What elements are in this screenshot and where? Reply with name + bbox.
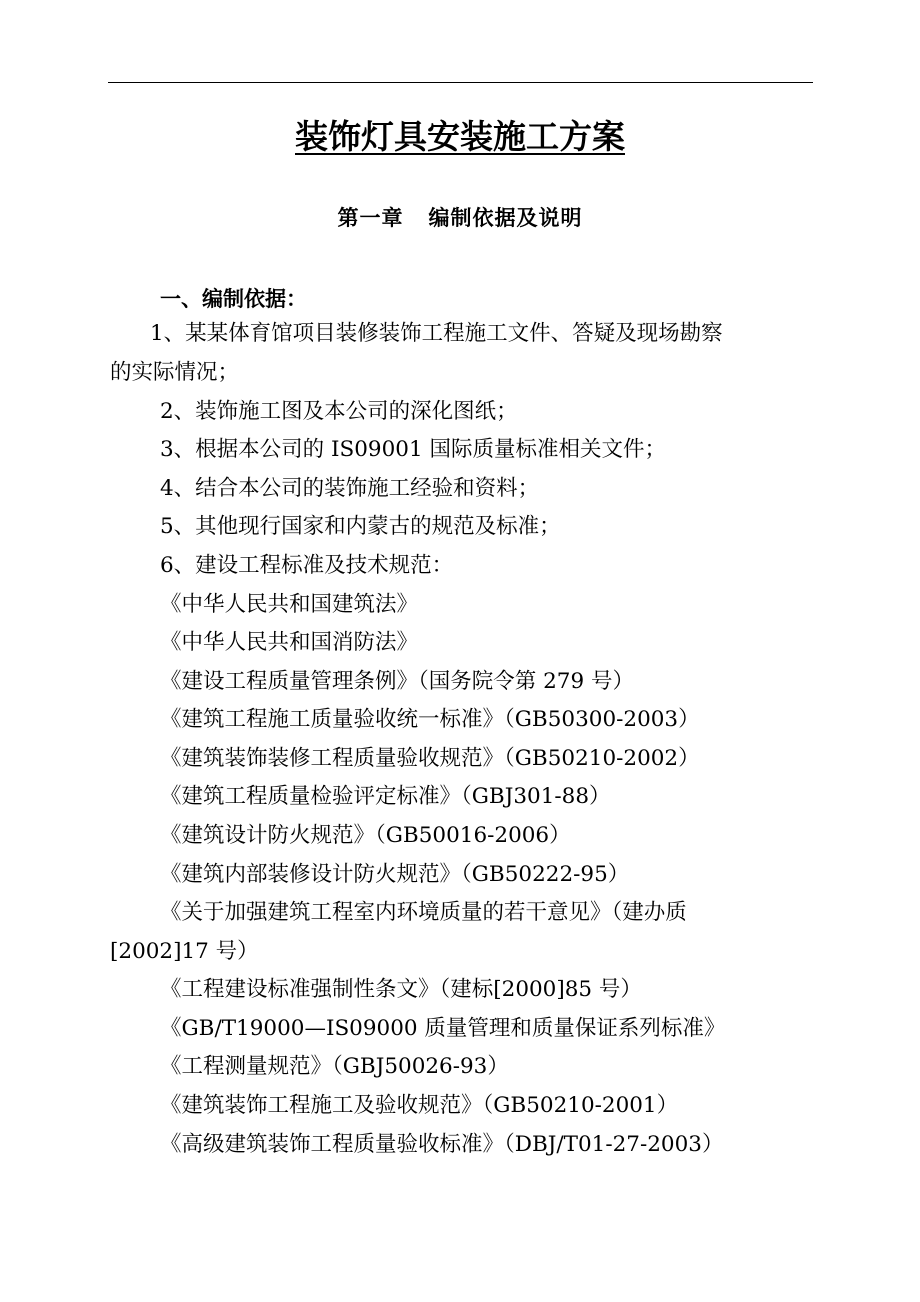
standard-item: 《建筑工程施工质量验收统一标准》（GB50300-2003） <box>160 707 700 732</box>
list-item: 6、建设工程标准及技术规范： <box>160 553 454 578</box>
list-item: 5、其他现行国家和内蒙古的规范及标准； <box>160 514 561 539</box>
standard-item: 《建筑内部装修设计防火规范》（GB50222-95） <box>160 862 630 887</box>
list-item: 3、根据本公司的 IS09001 国际质量标准相关文件； <box>160 437 666 462</box>
standard-item: 《建筑装饰装修工程质量验收规范》（GB50210-2002） <box>160 746 700 771</box>
standard-item: 《工程测量规范》（GBJ50026-93） <box>160 1054 509 1079</box>
standard-item: 《高级建筑装饰工程质量验收标准》（DBJ/T01-27-2003） <box>160 1132 724 1157</box>
standard-item: 《中华人民共和国建筑法》 <box>160 592 419 617</box>
list-item: 4、结合本公司的装饰施工经验和资料； <box>160 476 540 501</box>
standard-item: 《建筑设计防火规范》（GB50016-2006） <box>160 823 571 848</box>
standard-item: 《关于加强建筑工程室内环境质量的若干意见》（建办质 <box>160 900 687 925</box>
list-item: 1、某某体育馆项目装修装饰工程施工文件、答疑及现场勘察 <box>150 321 723 346</box>
chapter-title: 第一章 编制依据及说明 <box>337 206 583 230</box>
standard-item: 《工程建设标准强制性条文》（建标[2000]85 号） <box>160 977 642 1002</box>
standard-item: 《建设工程质量管理条例》（国务院令第 279 号） <box>160 669 634 694</box>
standard-item: 《GB/T19000—IS09000 质量管理和质量保证系列标准》 <box>160 1016 726 1041</box>
section-heading: 一、编制依据： <box>160 287 307 311</box>
list-item-continuation: 的实际情况； <box>110 360 240 385</box>
standard-item: 《建筑装饰工程施工及验收规范》（GB50210-2001） <box>160 1093 679 1118</box>
standard-item: 《中华人民共和国消防法》 <box>160 630 419 655</box>
standard-item-continuation: [2002]17 号） <box>110 939 259 964</box>
list-item: 2、装饰施工图及本公司的深化图纸； <box>160 399 518 424</box>
document-title: 装饰灯具安装施工方案 <box>295 117 625 156</box>
standard-item: 《建筑工程质量检验评定标准》（GBJ301-88） <box>160 784 611 809</box>
header-rule <box>108 82 813 83</box>
